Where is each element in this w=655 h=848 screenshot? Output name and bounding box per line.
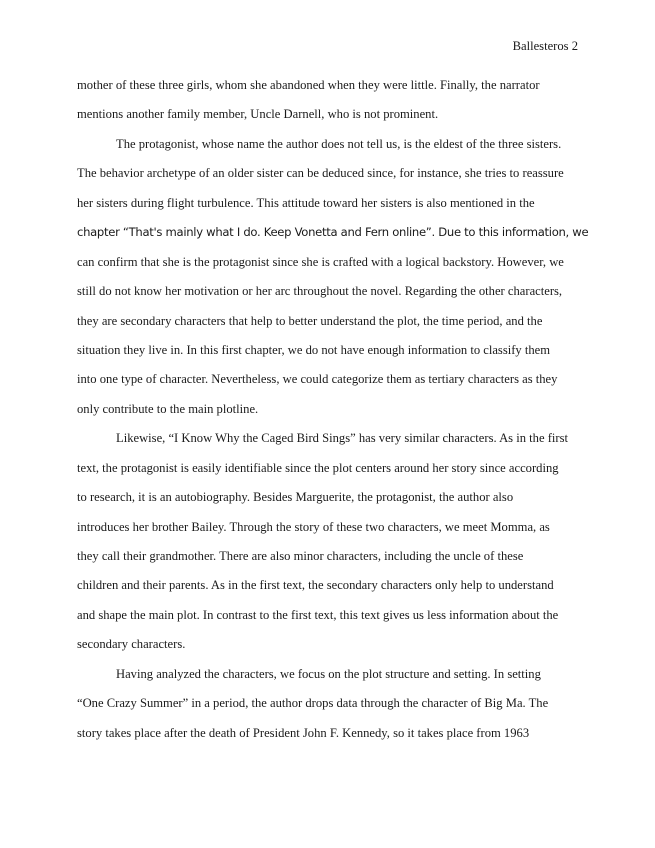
paragraph-start-line: Likewise, “I Know Why the Caged Bird Sings” has very similar characters. As in the first xyxy=(116,431,568,446)
text-line: can confirm that she is the protagonist since she is crafted with a logical backstory. However, we xyxy=(77,254,564,269)
text-line: still do not know her motivation or her arc throughout the novel. Regarding the other characters, xyxy=(77,284,563,299)
text-line: chapter “That's mainly what I do. Keep Vonetta and Fern online”. Due to this information, we xyxy=(77,225,589,240)
running-head: Ballesteros 2 xyxy=(512,39,578,53)
paragraph-start-line: Having analyzed the characters, we focus on the plot structure and setting. In setting xyxy=(116,666,541,681)
text-line: her sisters during flight turbulence. This attitude toward her sisters is also mentioned in the xyxy=(77,195,535,210)
text-line: The behavior archetype of an older sister can be deduced since, for instance, she tries to reassure xyxy=(77,166,564,181)
text-line: mother of these three girls, whom she abandoned when they were little. Finally, the narrator xyxy=(77,78,540,92)
text-line: secondary characters. xyxy=(77,637,186,652)
text-line: situation they live in. In this first chapter, we do not have enough information to classify them xyxy=(77,342,551,357)
text-line: mentions another family member, Uncle Darnell, who is not prominent. xyxy=(77,107,439,122)
text-line: introduces her brother Bailey. Through the story of these two characters, we meet Momma, as xyxy=(77,519,550,534)
text-line: only contribute to the main plotline. xyxy=(77,401,259,416)
text-line: “One Crazy Summer” in a period, the author drops data through the character of Big Ma. The xyxy=(77,696,549,711)
text-line: story takes place after the death of President John F. Kennedy, so it takes place from 1963 xyxy=(77,725,530,740)
text-line: they call their grandmother. There are also minor characters, including the uncle of these xyxy=(77,549,524,563)
text-line: they are secondary characters that help to better understand the plot, the time period, and the xyxy=(77,313,543,328)
text-line: and shape the main plot. In contrast to the first text, this text gives us less information about the xyxy=(77,607,559,622)
text-line: children and their parents. As in the first text, the secondary characters only help to understand xyxy=(77,578,554,593)
text-line: to research, it is an autobiography. Besides Marguerite, the protagonist, the author also xyxy=(77,490,514,505)
text-line: text, the protagonist is easily identifiable since the plot centers around her story since according xyxy=(77,460,559,475)
document-body xyxy=(77,76,587,753)
text-line: into one type of character. Nevertheless, we could categorize them as tertiary characters as they xyxy=(77,372,558,387)
paragraph-start-line: The protagonist, whose name the author does not tell us, is the eldest of the three sisters. xyxy=(116,136,562,151)
